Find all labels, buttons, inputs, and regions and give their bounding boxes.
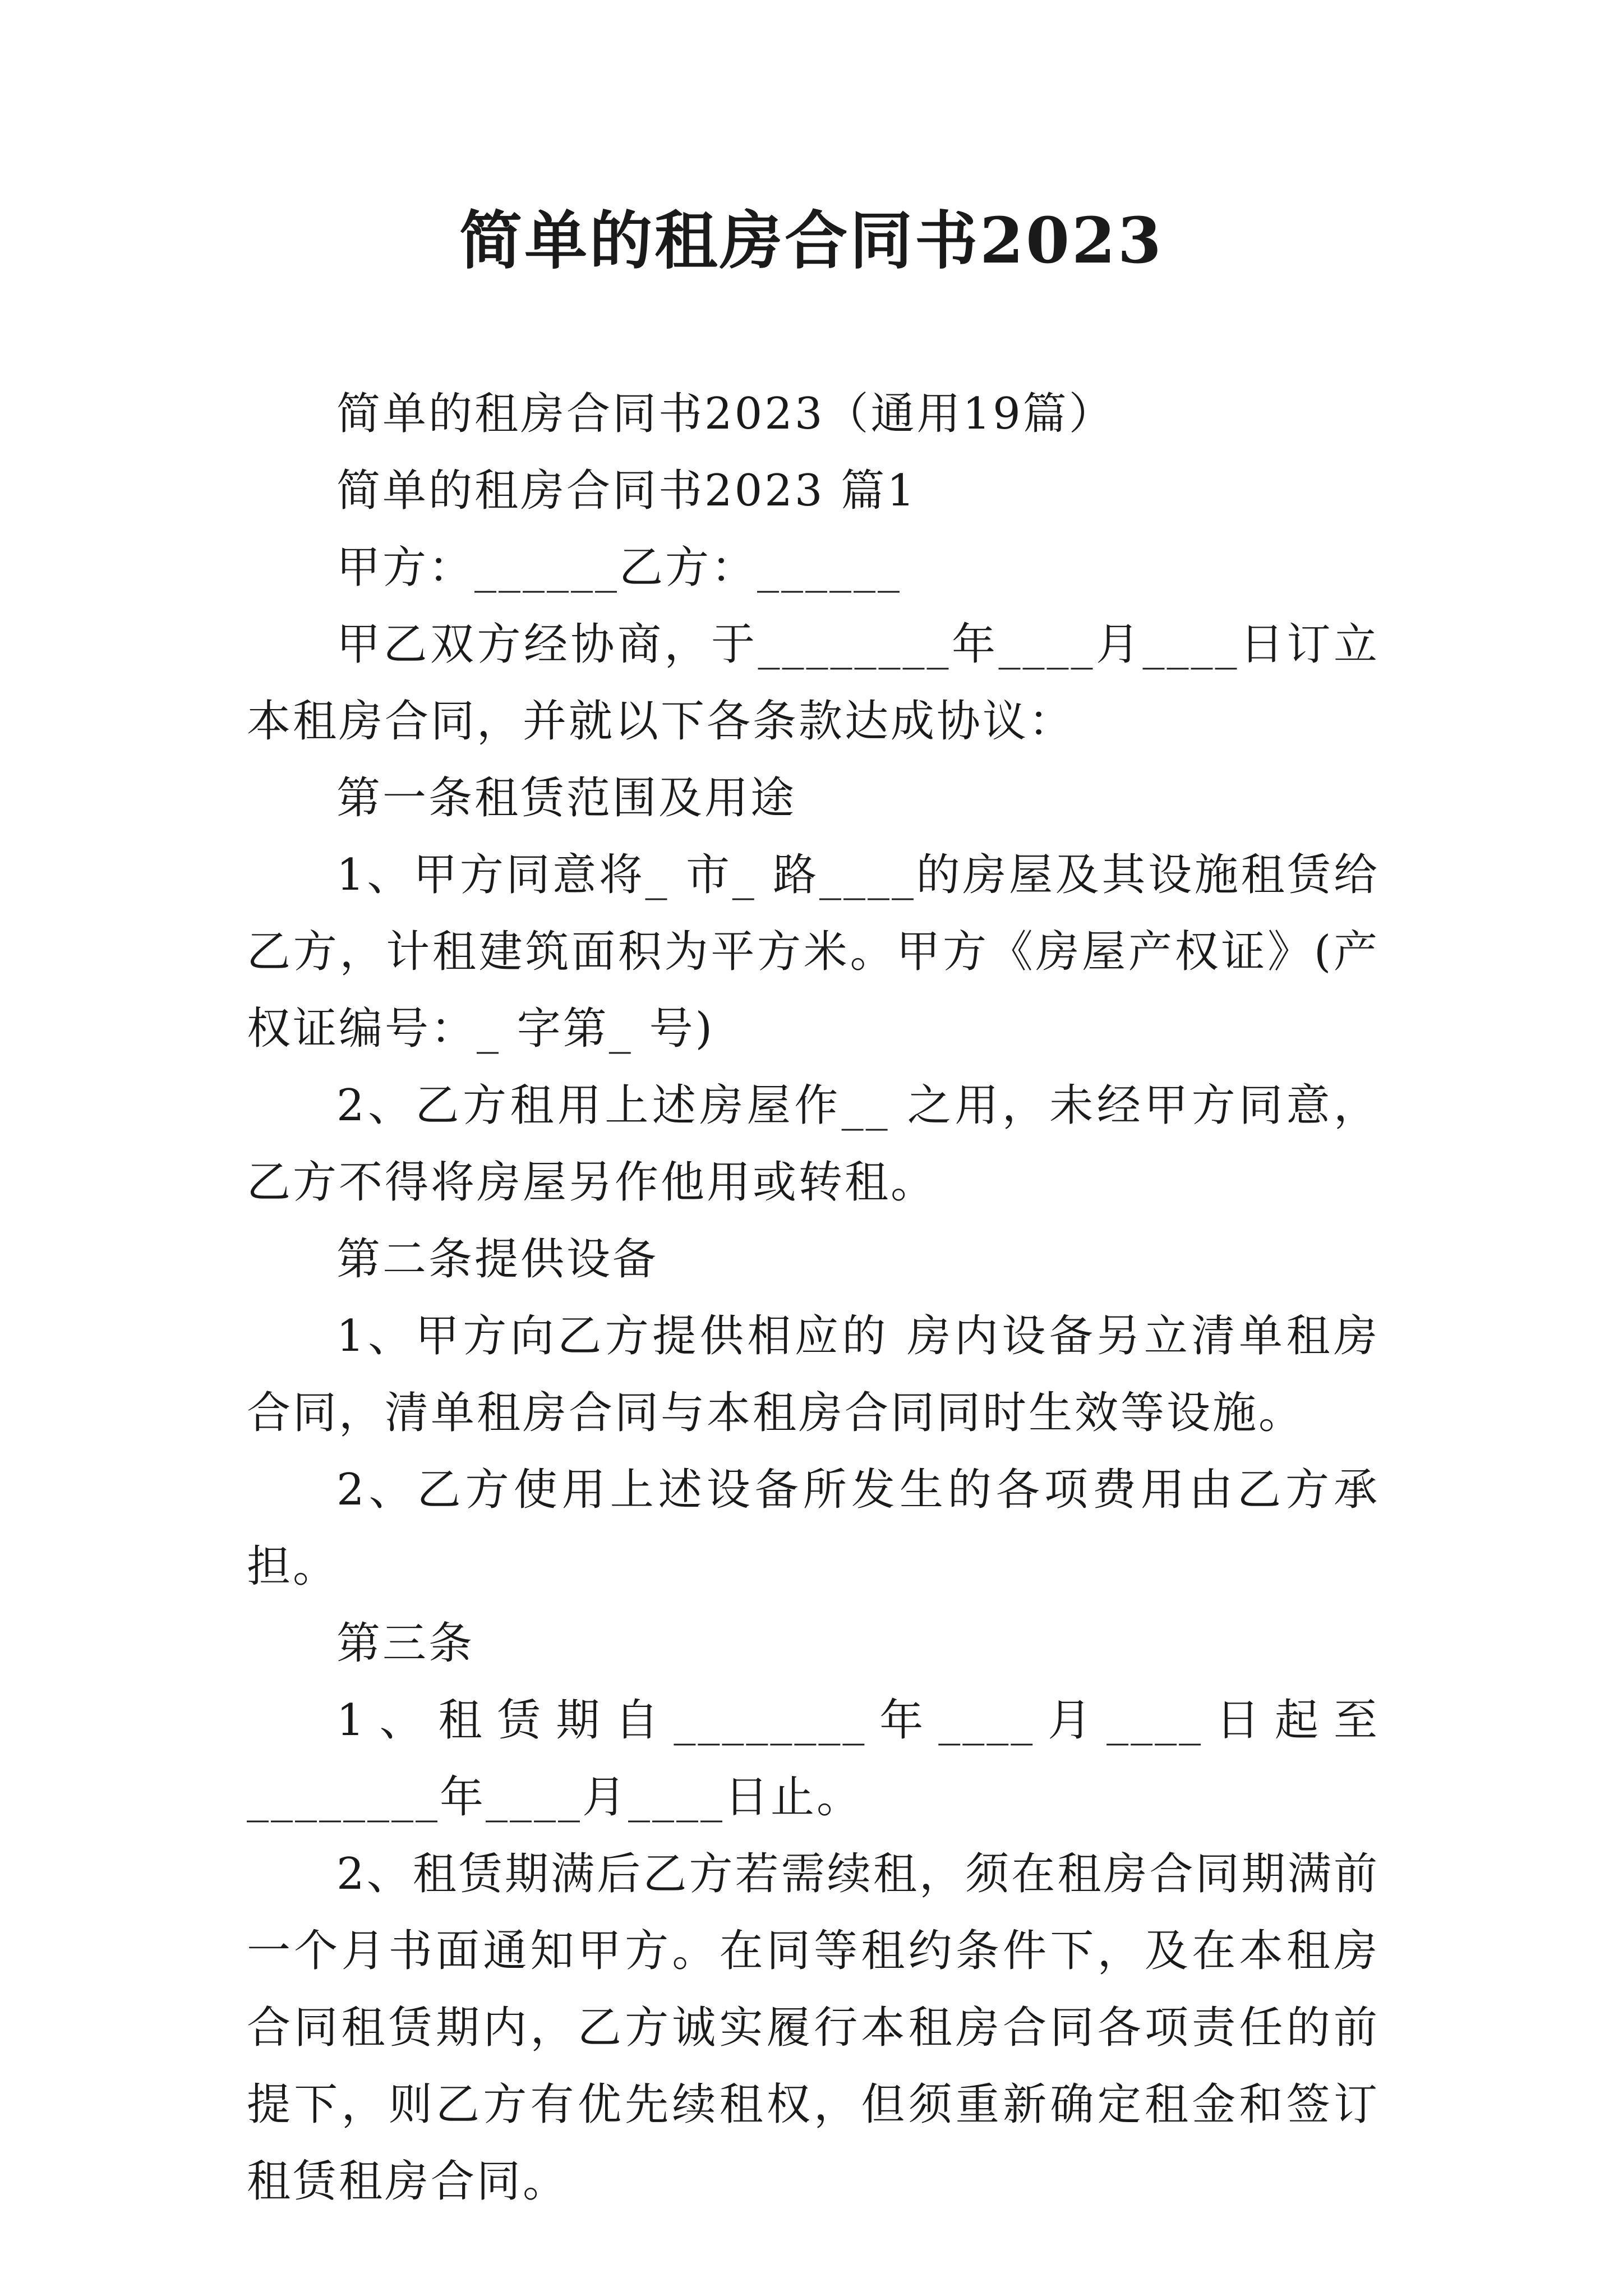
paragraph-article-3-item-2: 2、租赁期满后乙方若需续租，须在租房合同期满前一个月书面通知甲方。在同等租约条件下，及在本租房合同租赁期内，乙方诚实履行本租房合同各项责任的前提下，则乙方有优先续租权，但须重新确定租金和签订租赁租房合同。 — [247, 1849, 1380, 2207]
paragraph-article-1-heading: 第一条租赁范围及用途 — [336, 773, 797, 823]
paragraph-section-heading: 简单的租房合同书2023 篇1 — [336, 466, 917, 516]
paragraph-article-1-item-2: 2、乙方租用上述房屋作__ 之用，未经甲方同意，乙方不得将房屋另作他用或转租。 — [247, 1080, 1380, 1208]
paragraph-parties: 甲方：______乙方：______ — [336, 542, 902, 593]
document-title: 简单的租房合同书2023 — [459, 204, 1164, 278]
paragraph-article-2-heading: 第二条提供设备 — [336, 1234, 659, 1285]
paragraph-subtitle: 简单的租房合同书2023（通用19篇） — [336, 389, 1115, 439]
paragraph-article-3-heading: 第三条 — [336, 1618, 475, 1669]
paragraph-article-2-item-1: 1、甲方向乙方提供相应的 房内设备另立清单租房合同，清单租房合同与本租房合同同时生效等设施。 — [247, 1311, 1380, 1438]
document-body — [247, 376, 1380, 2220]
paragraph-agreement-intro: 甲乙双方经协商，于________年____月____日订立本租房合同，并就以下各条款达成协议： — [247, 619, 1380, 747]
paragraph-article-2-item-2: 2、乙方使用上述设备所发生的各项费用由乙方承担。 — [247, 1465, 1380, 1592]
paragraph-article-1-item-1: 1、甲方同意将_ 市_ 路____的房屋及其设施租赁给乙方，计租建筑面积为平方米。甲方《房屋产权证》(产权证编号：_ 字第_ 号) — [247, 850, 1380, 1054]
paragraph-article-3-item-1: 1、租赁期自________年____月____日起至________年____月____日止。 — [247, 1695, 1380, 1823]
